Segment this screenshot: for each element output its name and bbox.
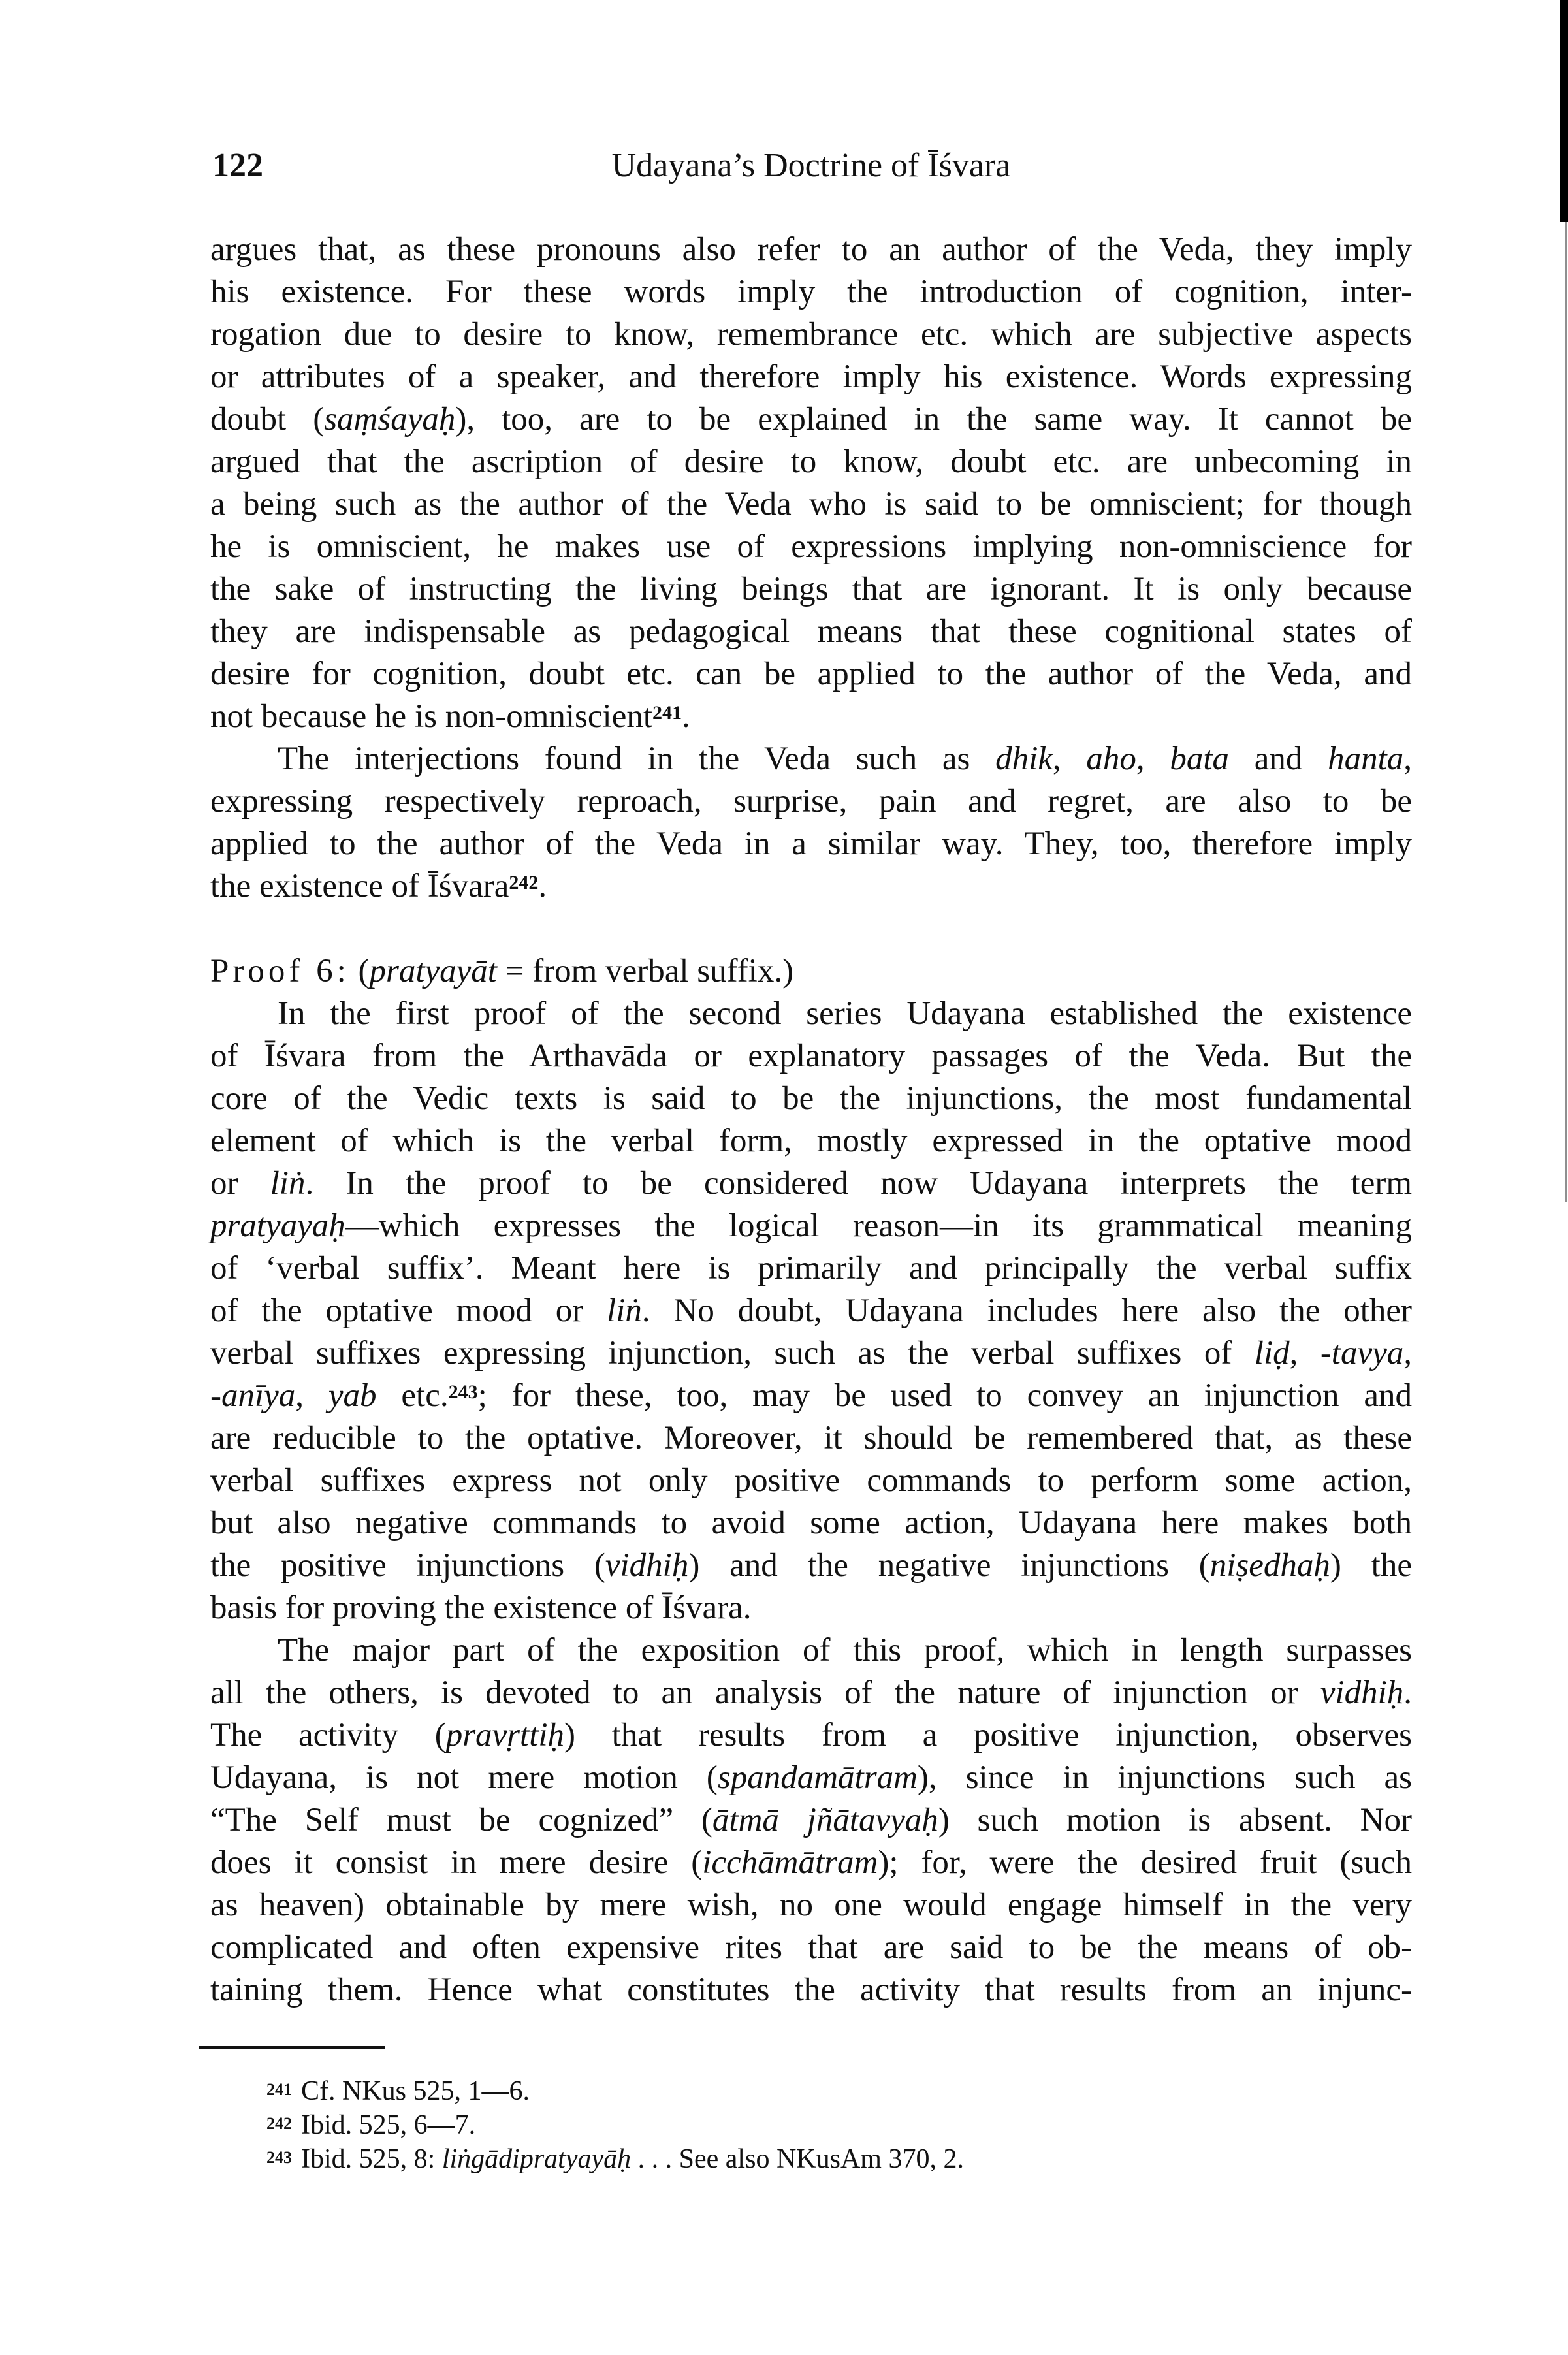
italic-term: dhik (995, 741, 1053, 777)
text-run: ), since in injunctions such as (917, 1759, 1412, 1796)
italic-term: liṅ (607, 1292, 642, 1329)
text-run: rogation due to desire to know, remembrance etc. which are subjective aspects (210, 316, 1412, 353)
text-run: , (1136, 741, 1170, 777)
text-line (210, 1247, 1412, 1290)
text-run: . (682, 698, 690, 735)
footnotes (266, 2074, 964, 2176)
text-run: “The Self must be cognized” ( (210, 1802, 712, 1838)
text-run: = from verbal suffix.) (496, 953, 794, 989)
text-run: ) the (1330, 1547, 1412, 1584)
text-line (210, 526, 1412, 568)
text-run: argues that, as these pronouns also refer to an author of the Veda, they imply (210, 231, 1412, 268)
footnote (266, 2108, 964, 2142)
text-run: ); for, were the desired fruit (such (878, 1844, 1413, 1881)
page-number: 122 (212, 147, 263, 184)
text-run: , (1403, 741, 1412, 777)
italic-term: ātmā jñātavyaḥ (712, 1802, 938, 1838)
text-line (210, 823, 1412, 865)
footnote-text: Ibid. 525, 8: (301, 2144, 442, 2174)
footnote-number: 241 (266, 2080, 292, 2099)
text-line (210, 1035, 1412, 1078)
text-line (210, 653, 1412, 696)
text-run: , (1289, 1335, 1320, 1371)
text-line (210, 1502, 1412, 1545)
page-edge-shadow (1560, 0, 1568, 222)
text-line (210, 1162, 1412, 1205)
text-line (210, 696, 1412, 738)
text-run: the positive injunctions ( (210, 1547, 605, 1584)
section-heading (210, 950, 1412, 993)
text-run: . (1403, 1674, 1412, 1711)
text-run: ) such motion is absent. Nor (938, 1802, 1412, 1838)
text-line (210, 1205, 1412, 1247)
italic-term: aho (1086, 741, 1136, 777)
text-run: In the first proof of the second series Udayana established the existence (278, 995, 1412, 1032)
text-line (210, 1884, 1412, 1927)
text-run: are reducible to the optative. Moreover, it should be remembered that, as these (210, 1420, 1412, 1456)
text-run: his existence. For these words imply the introduction of cognition, inter- (210, 274, 1412, 310)
text-run: applied to the author of the Veda in a similar way. They, too, therefore imply (210, 825, 1412, 862)
italic-term: pravṛttiḥ (445, 1717, 565, 1754)
text-run: of Īśvara from the Arthavāda or explanatory passages of the Veda. But the (210, 1038, 1412, 1074)
text-line (210, 1629, 1412, 1672)
text-run: . In the proof to be considered now Udayana interprets the term (305, 1165, 1413, 1202)
text-line (210, 993, 1412, 1035)
text-line (210, 1460, 1412, 1502)
text-run: but also negative commands to avoid some action, Udayana here makes both (210, 1505, 1412, 1541)
text-line (210, 356, 1412, 398)
footnote-text: . . . See also NKusAm 370, 2. (631, 2144, 964, 2174)
footnote-reference: 241 (652, 702, 682, 724)
italic-term: -tavya, (1320, 1335, 1413, 1371)
text-run: of the optative mood or (210, 1292, 607, 1329)
text-line (210, 1078, 1412, 1120)
text-line (210, 483, 1412, 526)
page-edge-line (1565, 222, 1567, 1202)
text-line (210, 865, 1412, 908)
text-line (210, 1290, 1412, 1332)
text-line (210, 271, 1412, 313)
text-run: ( (349, 953, 370, 989)
text-run: The major part of the exposition of this proof, which in length surpasses (278, 1632, 1412, 1669)
text-run: does it consist in mere desire ( (210, 1844, 703, 1881)
text-run: verbal suffixes express not only positive commands to perform some action, (210, 1462, 1412, 1499)
text-run: argued that the ascription of desire to know, doubt etc. are unbecoming in (210, 443, 1412, 480)
text-run: taining them. Hence what constitutes the activity that results from an injunc- (210, 1972, 1412, 2008)
text-run: The interjections found in the Veda such as (278, 741, 996, 777)
text-run: or (210, 1165, 270, 1202)
text-run: they are indispensable as pedagogical means that these cognitional states of (210, 613, 1412, 650)
text-line (210, 780, 1412, 823)
text-run: basis for proving the existence of Īśvara. (210, 1590, 752, 1626)
text-line (210, 568, 1412, 611)
text-line (210, 1587, 1412, 1629)
text-line (210, 441, 1412, 483)
running-header (210, 145, 1412, 187)
running-title: Udayana’s Doctrine of Īśvara (611, 147, 1011, 184)
italic-term: liḍ (1254, 1335, 1290, 1371)
text-run: verbal suffixes expressing injunction, such as the verbal suffixes of (210, 1335, 1255, 1371)
text-line (210, 908, 1412, 950)
text-run: ), too, are to be explained in the same way. It cannot be (455, 401, 1412, 438)
text-run: a being such as the author of the Veda who is said to be omniscient; for though (210, 486, 1412, 522)
text-run: —which expresses the logical reason—in its grammatical meaning (345, 1208, 1412, 1244)
text-line (210, 1799, 1412, 1842)
text-run: The activity ( (210, 1717, 446, 1754)
text-run: , (295, 1377, 328, 1414)
italic-term: hanta (1328, 741, 1404, 777)
italic-term: icchāmātram (702, 1844, 878, 1881)
text-line (210, 1417, 1412, 1460)
text-line (210, 1714, 1412, 1757)
footnote-number: 242 (266, 2114, 292, 2133)
text-run: . (538, 868, 547, 905)
text-line (210, 1969, 1412, 2011)
text-line (210, 611, 1412, 653)
body-text (210, 229, 1412, 2011)
text-line (210, 1545, 1412, 1587)
text-run: complicated and often expensive rites that are said to be the means of ob- (210, 1929, 1412, 1966)
italic-term: liṅ (270, 1165, 306, 1202)
footnote-text: Ibid. 525, 6—7. (301, 2110, 476, 2140)
text-run: core of the Vedic texts is said to be the injunctions, the most fundamental (210, 1080, 1412, 1117)
text-run: the existence of Īśvara (210, 868, 509, 905)
text-run: doubt ( (210, 401, 325, 438)
text-run: element of which is the verbal form, mostly expressed in the optative mood (210, 1123, 1412, 1159)
text-run: not because he is non-omniscient (210, 698, 652, 735)
text-run: as heaven) obtainable by mere wish, no one would engage himself in the very (210, 1887, 1412, 1923)
text-run: all the others, is devoted to an analysis of the nature of injunction or (210, 1674, 1320, 1711)
italic-term: saṃśayaḥ (324, 401, 456, 438)
text-run: expressing respectively reproach, surprise, pain and regret, are also to be (210, 783, 1412, 820)
text-run: Proof 6: (210, 953, 350, 989)
text-line (210, 1120, 1412, 1162)
italic-term: vidhiḥ (1320, 1674, 1404, 1711)
footnote-text: liṅgādipratyayāḥ (441, 2144, 632, 2174)
text-line (210, 1672, 1412, 1714)
italic-term: niṣedhaḥ (1209, 1547, 1330, 1584)
text-line (210, 1332, 1412, 1375)
text-run: or attributes of a speaker, and therefore imply his existence. Words expressing (210, 359, 1412, 395)
text-line (210, 229, 1412, 271)
footnote-reference: 242 (509, 872, 539, 893)
text-run: etc. (376, 1377, 449, 1414)
footnote (266, 2142, 964, 2176)
footnote-rule (199, 2046, 385, 2049)
italic-term: pratyayaḥ (210, 1208, 345, 1244)
text-line (210, 738, 1412, 780)
text-line (210, 1842, 1412, 1884)
text-run: , (1052, 741, 1087, 777)
text-run: he is omniscient, he makes use of expressions implying non-omniscience for (210, 528, 1412, 565)
italic-term: bata (1170, 741, 1229, 777)
italic-term: vidhiḥ (605, 1547, 689, 1584)
footnote-text: Cf. NKus 525, 1—6. (301, 2076, 530, 2106)
text-run: desire for cognition, doubt etc. can be applied to the author of the Veda, and (210, 656, 1412, 692)
text-run: ; for these, too, may be used to convey an injunction and (477, 1377, 1412, 1414)
text-run: ) and the negative injunctions ( (688, 1547, 1210, 1584)
italic-term: -anīya (210, 1377, 296, 1414)
text-run: . No doubt, Udayana includes here also the other (641, 1292, 1412, 1329)
italic-term: pratyayāt (369, 953, 497, 989)
text-run: and (1229, 741, 1328, 777)
text-line (210, 398, 1412, 441)
text-run: the sake of instructing the living beings that are ignorant. It is only because (210, 571, 1412, 607)
italic-term: yab (328, 1377, 377, 1414)
text-run: of ‘verbal suffix’. Meant here is primarily and principally the verbal suffix (210, 1250, 1412, 1287)
text-line (210, 1927, 1412, 1969)
text-run: Udayana, is not mere motion ( (210, 1759, 718, 1796)
footnote (266, 2074, 964, 2108)
footnote-number: 243 (266, 2148, 292, 2167)
text-run: ) that results from a positive injunction, observes (564, 1717, 1413, 1754)
italic-term: spandamātram (717, 1759, 918, 1796)
text-line (210, 313, 1412, 356)
text-line (210, 1757, 1412, 1799)
text-line (210, 1375, 1412, 1417)
footnote-reference: 243 (448, 1381, 478, 1403)
